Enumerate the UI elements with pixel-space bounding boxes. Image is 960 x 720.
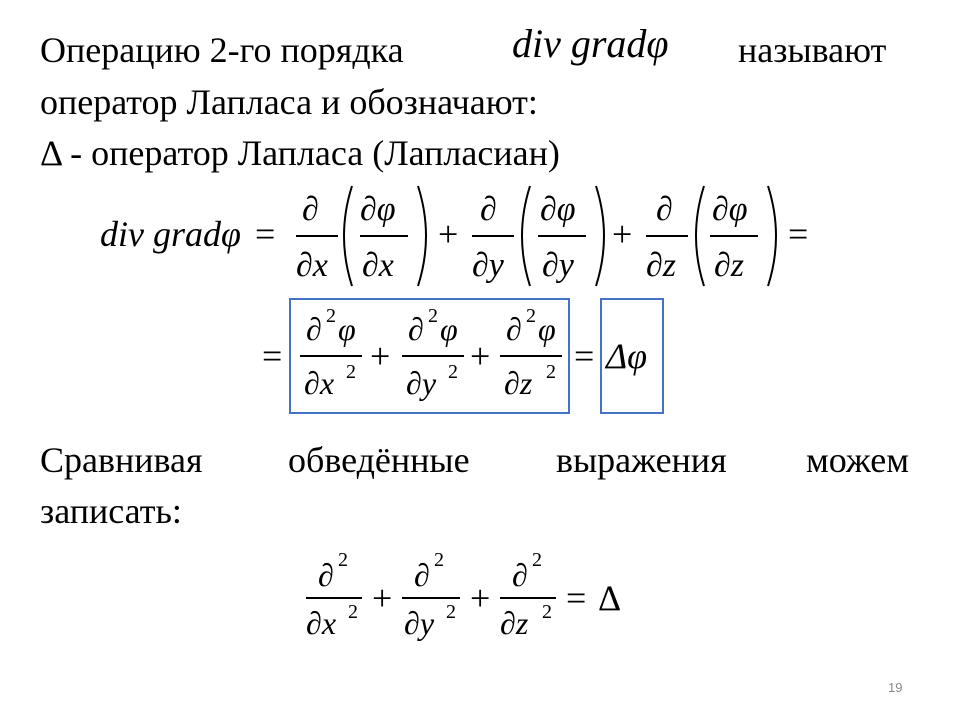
f2-y-num-phi: φ <box>440 311 458 347</box>
term-z-dphi: ∂φ <box>712 191 748 228</box>
f2-z-num-d: ∂ <box>506 311 522 347</box>
f2-y-den: ∂y <box>406 365 437 401</box>
para2-word-3: выражения <box>556 440 727 480</box>
formula2-eq: = <box>262 336 283 376</box>
f2-y-num-sup: 2 <box>428 305 438 327</box>
f2-z-num-phi: φ <box>538 311 556 347</box>
term-z-d: ∂ <box>656 191 673 228</box>
f2-z-den-sup: 2 <box>546 361 556 383</box>
f2-x-num-d: ∂ <box>306 311 322 347</box>
term-x-dx-outer: ∂x <box>296 247 328 284</box>
f2-x-num-phi: φ <box>338 311 356 347</box>
f2-z-num-sup: 2 <box>526 305 536 327</box>
div-grad-phi-inline: div gradφ <box>512 21 669 66</box>
para1-part1: Операцию 2-го порядка <box>40 30 404 70</box>
f3-x-num: ∂ <box>318 557 334 593</box>
f3-x-den-sup: 2 <box>348 601 358 623</box>
f3-z-num-sup: 2 <box>532 549 542 571</box>
f2-laplacian-phi: Δφ <box>606 336 648 376</box>
f2-y-num-d: ∂ <box>408 311 424 347</box>
f3-y-num-sup: 2 <box>434 549 444 571</box>
f2-x-num-sup: 2 <box>326 305 336 327</box>
f3-plus-1: + <box>372 578 393 618</box>
term-y-dy-outer: ∂y <box>472 247 504 284</box>
f3-y-den-sup: 2 <box>446 601 456 623</box>
para1-part2: называют <box>738 30 887 70</box>
f3-y-den: ∂y <box>404 605 435 641</box>
term-x-rparen <box>418 186 426 286</box>
term-z-rparen <box>768 186 776 286</box>
f3-eq: = <box>566 578 587 618</box>
term-x-lparen <box>344 186 352 286</box>
f3-z-num: ∂ <box>512 557 528 593</box>
f3-z-den: ∂z <box>500 605 529 641</box>
term-y-dphi: ∂φ <box>540 191 576 228</box>
term-z-dz-inner: ∂z <box>714 247 745 284</box>
f2-eq-2: = <box>574 336 595 376</box>
para1-line2: оператор Лапласа и обозначают: <box>40 82 538 122</box>
f3-x-num-sup: 2 <box>338 549 348 571</box>
f2-plus-2: + <box>470 336 491 376</box>
formula1-lhs: div gradφ <box>100 214 241 254</box>
f2-z-den: ∂z <box>504 365 533 401</box>
term-x-dx-inner: ∂x <box>362 247 394 284</box>
f2-plus-1: + <box>370 336 391 376</box>
f3-x-den: ∂x <box>306 605 337 641</box>
term-x-dphi: ∂φ <box>360 191 396 228</box>
f2-y-den-sup: 2 <box>448 361 458 383</box>
para2-word-2: обведённые <box>288 440 470 480</box>
f3-z-den-sup: 2 <box>542 601 552 623</box>
f3-plus-2: + <box>470 578 491 618</box>
para2-line2: записать: <box>40 491 182 531</box>
term-y-dy-inner: ∂y <box>542 247 574 284</box>
f2-x-den: ∂x <box>304 365 335 401</box>
plus-1: + <box>438 214 459 254</box>
formula-div-grad-expansion <box>0 170 960 290</box>
formula1-eq-end: = <box>788 214 809 254</box>
formula1-eq: = <box>255 214 276 254</box>
plus-2: + <box>612 214 633 254</box>
page-number: 19 <box>888 680 903 695</box>
term-y-d: ∂ <box>480 191 497 228</box>
f3-laplacian: Δ <box>598 578 622 618</box>
term-x-d: ∂ <box>302 191 319 228</box>
f3-y-num: ∂ <box>414 557 430 593</box>
f2-x-den-sup: 2 <box>346 361 356 383</box>
formula-laplace-operator <box>0 540 960 650</box>
para2-word-1: Сравнивая <box>40 440 203 480</box>
term-y-rparen <box>596 186 604 286</box>
formula-second-derivative-sum <box>0 298 960 418</box>
para1-line3: Δ - оператор Лапласа (Лапласиан) <box>40 133 560 173</box>
term-z-dz-outer: ∂z <box>646 247 677 284</box>
term-y-lparen <box>522 186 530 286</box>
term-z-lparen <box>696 186 704 286</box>
para2-word-4: можем <box>806 440 910 480</box>
